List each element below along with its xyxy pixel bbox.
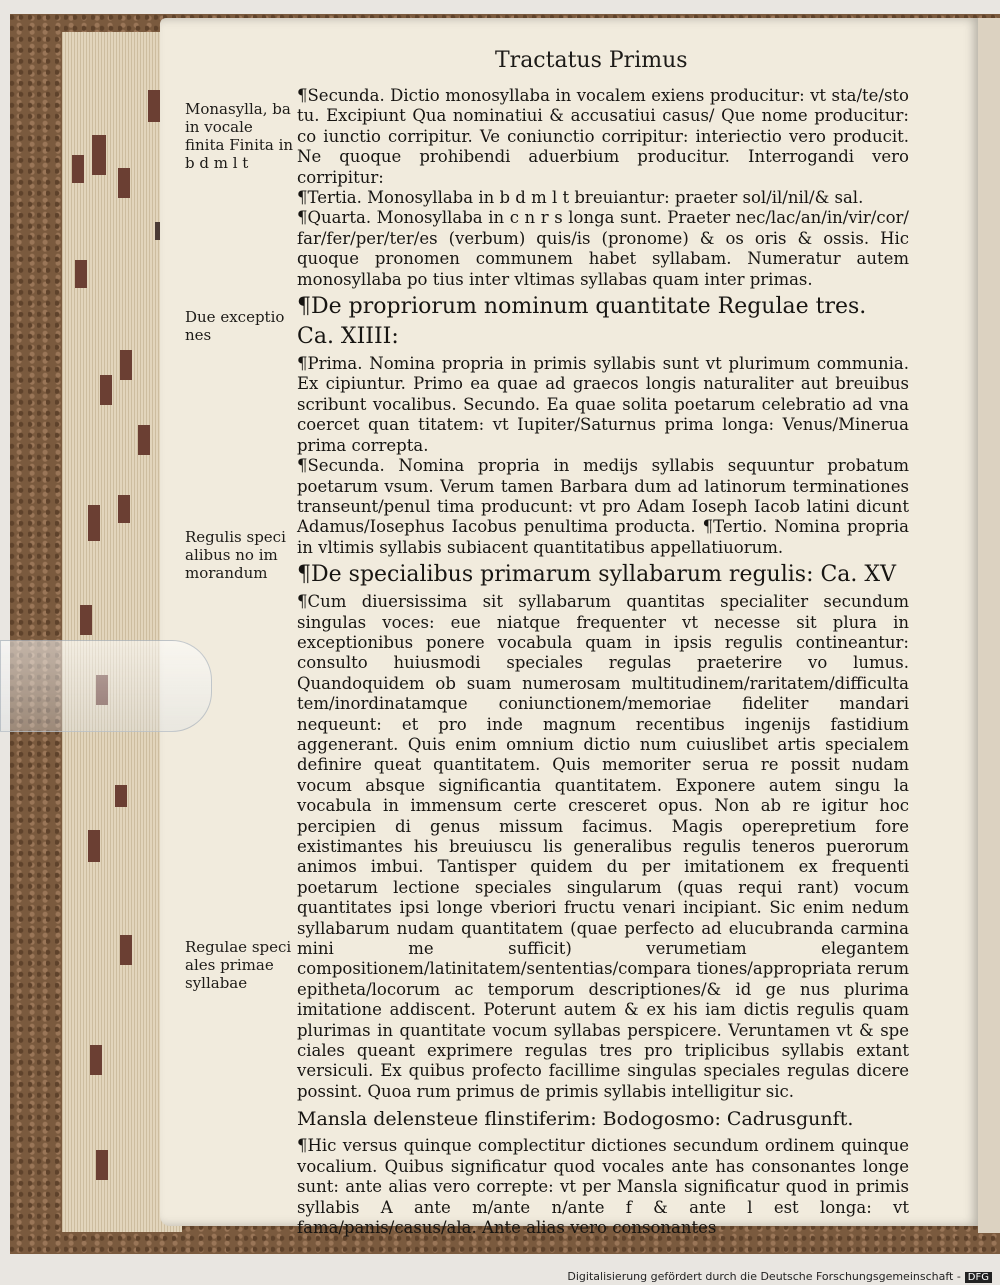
index-tab xyxy=(118,168,130,198)
chapter-heading: ¶De specialibus primarum syllabarum regulis: Ca. XV xyxy=(297,562,896,588)
index-tab xyxy=(92,135,106,175)
paragraph: ¶Quarta. Monosyllaba in c n r s longa sunt. Praeter nec/lac/an/in/vir/cor/ far/fer/per/ter/es (verbum) quis/is (pronome) & os oris & ossis. Hic quoque pronomen communem habet syllabam. Numeratur autem monosyllaba po tius inter vltimas syllabas quam inter primas. xyxy=(297,208,909,289)
index-tab xyxy=(120,350,132,380)
paragraph: ¶Tertia. Monosyllaba in b d m l t breuiantur: praeter sol/il/nil/& sal. xyxy=(297,188,864,208)
main-text xyxy=(297,86,909,1238)
index-tab xyxy=(118,495,130,523)
footer-credit xyxy=(567,1270,992,1283)
index-tab xyxy=(100,375,112,405)
index-tab xyxy=(90,1045,102,1075)
paragraph: ¶Secunda. Dictio monosyllaba in vocalem exiens producitur: vt sta/te/sto tu. Excipiunt Qua nominatiui & accusatiui casus/ Que nome producitur: co iunctio corripitur. Ve coniunctio corripitur: interiectio vero producit. Ne quoque prohibendi aduerbium producitur. Interrogandi vero corripitur: xyxy=(297,86,909,187)
paragraph: ¶Secunda. Nomina propria in medijs syllabis sequuntur probatum poetarum vsum. Verum tamen Barbara dum ad latinorum terminationes transeunt/penul tima producunt: vt pro Adam Ioseph Iacob latini dicunt Adamus/Iosephus Iacobus penultima producta. ¶Tertio. Nomina propria in vltimis syllabis subiacent quantitatibus appellatiuorum. xyxy=(297,456,909,557)
index-tab xyxy=(88,830,100,862)
margin-gloss: Regulae speci ales primae syllabae xyxy=(185,938,292,992)
chapter-heading: ¶De propriorum nominum quantitate Regulae tres. Ca. XIIII: xyxy=(297,294,867,350)
index-tab xyxy=(96,1150,108,1180)
margin-gloss: Regulis speci alibus no im morandum xyxy=(185,528,286,582)
transparent-page-weight xyxy=(0,640,212,732)
dfg-logo: DFG xyxy=(965,1272,992,1283)
page-header: Tractatus Primus xyxy=(495,48,688,73)
index-tab xyxy=(148,90,160,122)
index-tab xyxy=(138,425,150,455)
paragraph: ¶Cum diuersissima sit syllabarum quantitas specialiter secundum singulas voces: eue niatque frequenter vt necesse sit plura in exceptionibus ponere vocabula quam in ipsis regulis contineantur: consulto huiusmodi speciales regulas praeterire vo lumus. Quandoquidem ob suam numerosam multitudinem/raritatem/difficulta tem/inordinatamque coniunctionem/memoriae fideliter mandari nequeunt: et pro inde magnum recentibus ingenijs fastidium aggenerant. Quis enim omnium dictio num cuiuslibet artis specialem definire queat quantitatem. Quis memoriter serua re possit nudam vocum absque significantia quantitatem. Exponere autem singu la vocabula in immensum certe cresceret opus. Non ab re igitur hoc percipien di genus missum facimus. Magis operepretium fore existimantes his breuiuscu lis generalibus regulis teneros puerorum animos imbui. Tantisper quidem du per imitationem ex frequenti poetarum lectione speciales singularum (quas requi rant) vocum quantitates ipsi longe vberiori fructu venari incipiant. Sic enim nedum syllabarum nudam quantitatem (quae perfecto ad elucubranda carmina mini me sufficit) verumetiam elegantem compositionem/latinitatem/sententias/compara tiones/appropriata rerum epitheta/locorum ac temporum descriptiones/& id ge nus plurima imitatione addiscent. Poterunt autem & ex his iam dictis regulis quam plurimas in quantitate vocum syllabas perspicere. Veruntamen vt & spe ciales queant exprimere regulas tres pro triplicibus syllabis extant versiculi. Ex quibus profecto facillime singulas speciales regulas dicere possint. Quoa rum primus de primis syllabis intelligitur sic. xyxy=(297,592,909,1101)
index-tab xyxy=(88,505,100,541)
paragraph: ¶Hic versus quinque complectitur dictiones secundum ordinem quinque vocalium. Quibus significatur quod vocales ante has consonantes longe sunt: ante alias vero correpte: vt per Mansla significatur quod in primis syllabis A ante m/ante n/ante f & ante l est longa: vt fama/panis/casus/ala. Ante alias vero consonantes xyxy=(297,1136,909,1237)
verse-line: Mansla delensteue flinstiferim: Bodogosmo: Cadrusgunft. xyxy=(297,1108,854,1131)
paragraph: ¶Prima. Nomina propria in primis syllabis sunt vt plurimum communia. Ex cipiuntur. Primo ea quae ad graecos longis naturaliter aut breuibus scribunt vocalibus. Secundo. Ea quae solita poetarum celebratio ad vna coercet quan titatem: vt Iupiter/Saturnus prima longa: Venus/Minerua prima correpta. xyxy=(297,354,909,455)
footer-text: Digitalisierung gefördert durch die Deutsche Forschungsgemeinschaft - xyxy=(567,1270,961,1283)
index-tab xyxy=(115,785,127,807)
margin-gloss: Due exceptio nes xyxy=(185,308,285,344)
index-tab xyxy=(75,260,87,288)
index-tab xyxy=(120,935,132,965)
index-tab xyxy=(80,605,92,635)
margin-gloss: Monasylla, ba in vocale finita Finita in b d m l t xyxy=(185,100,294,172)
index-tab xyxy=(72,155,84,183)
facing-page-strip xyxy=(978,18,1000,1233)
